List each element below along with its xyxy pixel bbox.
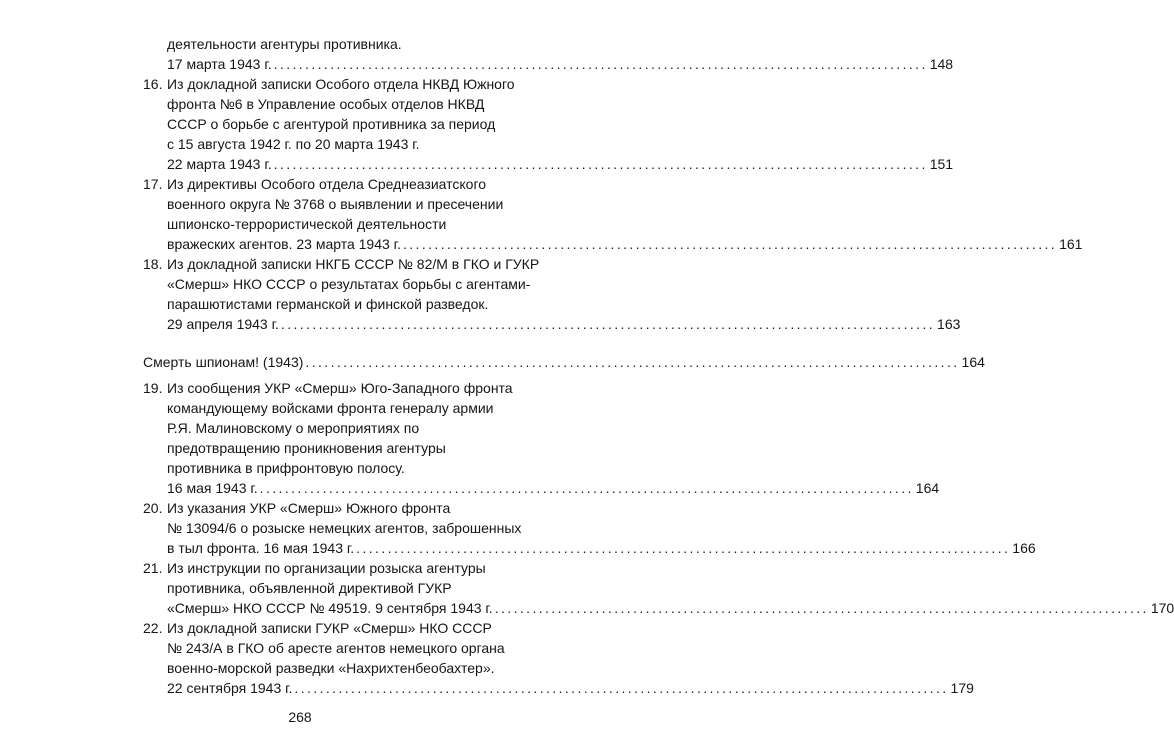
toc-entry-date: 22 марта 1943 г. <box>167 156 272 172</box>
toc-entry-number: 18. <box>143 256 163 272</box>
toc-entry-text: фронта №6 в Управление особых отделов НКВД <box>167 96 485 112</box>
dot-leader: ........................................................................................................ <box>294 680 949 696</box>
toc-entry-text: Р.Я. Малиновскому о мероприятиях по <box>167 420 420 436</box>
dot-leader: ........................................................................................................ <box>280 316 936 332</box>
toc-section-title: Смерть шпионам! (1943) <box>143 354 304 370</box>
toc-entry-number: 20. <box>143 500 163 516</box>
dot-leader: ........................................................................................................ <box>273 156 928 172</box>
dot-leader: ........................................................................................................ <box>356 540 1011 556</box>
toc-entry-text: шпионско-террористической деятельности <box>167 216 447 232</box>
toc-entry-number: 16. <box>143 76 163 92</box>
toc-entry-date: 22 сентября 1943 г. <box>167 680 293 696</box>
toc-entry-number: 17. <box>143 176 163 192</box>
toc-entry-text: № 13094/6 о розыске немецких агентов, заброшенных <box>167 520 522 536</box>
toc-entry-text: СССР о борьбе с агентурой противника за период <box>167 116 496 132</box>
toc-entry-text: парашютистами германской и финской разведок. <box>167 296 489 312</box>
dot-leader: ........................................................................................................ <box>259 480 914 496</box>
toc-entry-text: противника, объявленной директивой ГУКР <box>167 580 452 596</box>
toc-page-ref: 148 <box>929 56 954 72</box>
toc-entry-text: деятельности агентуры противника. <box>167 36 402 52</box>
toc-entry-text: предотвращению проникновения агентуры <box>167 440 446 456</box>
toc-entry-text: «Смерш» НКО СССР о результатах борьбы с агентами- <box>167 276 531 292</box>
toc-entry-date: 16 мая 1943 г. <box>167 480 258 496</box>
toc-page-ref: 164 <box>961 354 985 370</box>
toc-entry-text: противника в прифронтовую полосу. <box>167 460 405 476</box>
toc-entry-date: 29 апреля 1943 г. <box>167 316 279 332</box>
toc-entry-date: 17 марта 1943 г. <box>167 56 272 72</box>
toc-entry-date: в тыл фронта. 16 мая 1943 г. <box>167 540 355 556</box>
dot-leader: ........................................................................................................ <box>402 236 1058 252</box>
toc-page-ref: 170 <box>1150 600 1174 616</box>
toc-entry-text: командующему войсками фронта генералу армии <box>167 400 494 416</box>
toc-entry-text: Из докладной записки Особого отдела НКВД Южного <box>167 76 515 92</box>
toc-entry-text: Из сообщения УКР «Смерш» Юго-Западного фронта <box>167 380 513 396</box>
toc-entry-text: Из инструкции по организации розыска агентуры <box>167 560 486 576</box>
toc-page-ref: 166 <box>1012 540 1036 556</box>
toc-entry-number: 19. <box>143 380 163 396</box>
toc-page-ref: 164 <box>915 480 940 496</box>
toc-entry-text: Из директивы Особого отдела Среднеазиатского <box>167 176 487 192</box>
toc-page-ref: 179 <box>950 680 974 696</box>
toc-page-ref: 161 <box>1059 236 1083 252</box>
toc-entry-number: 22. <box>143 620 163 636</box>
toc-entry-text: военно-морской разведки «Нахрихтенбеобахтер». <box>167 660 495 676</box>
toc-entry-date: «Смерш» НКО СССР № 49519. 9 сентября 1943 г. <box>167 600 493 616</box>
toc-entry-text: Из докладной записки ГУКР «Смерш» НКО СССР <box>167 620 492 636</box>
toc-entry-text: Из докладной записки НКГБ СССР № 82/М в ГКО и ГУКР <box>167 256 540 272</box>
toc-entry-date: вражеских агентов. 23 марта 1943 г. <box>167 236 401 252</box>
toc-entry-text: № 243/А в ГКО об аресте агентов немецкого органа <box>167 640 505 656</box>
toc-entry-text: Из указания УКР «Смерш» Южного фронта <box>167 500 451 516</box>
toc-entry-text: военного округа № 3768 о выявлении и пресечении <box>167 196 504 212</box>
dot-leader: ........................................................................................................ <box>273 56 928 72</box>
dot-leader: ........................................................................................................ <box>494 600 1149 616</box>
page-number: 268 <box>288 709 312 725</box>
toc-entry-number: 21. <box>143 560 163 576</box>
dot-leader: ........................................................................................................ <box>305 354 960 370</box>
toc-page-ref: 163 <box>937 316 961 332</box>
toc-entry-text: с 15 августа 1942 г. по 20 марта 1943 г. <box>167 136 420 152</box>
toc-page-ref: 151 <box>929 156 954 172</box>
